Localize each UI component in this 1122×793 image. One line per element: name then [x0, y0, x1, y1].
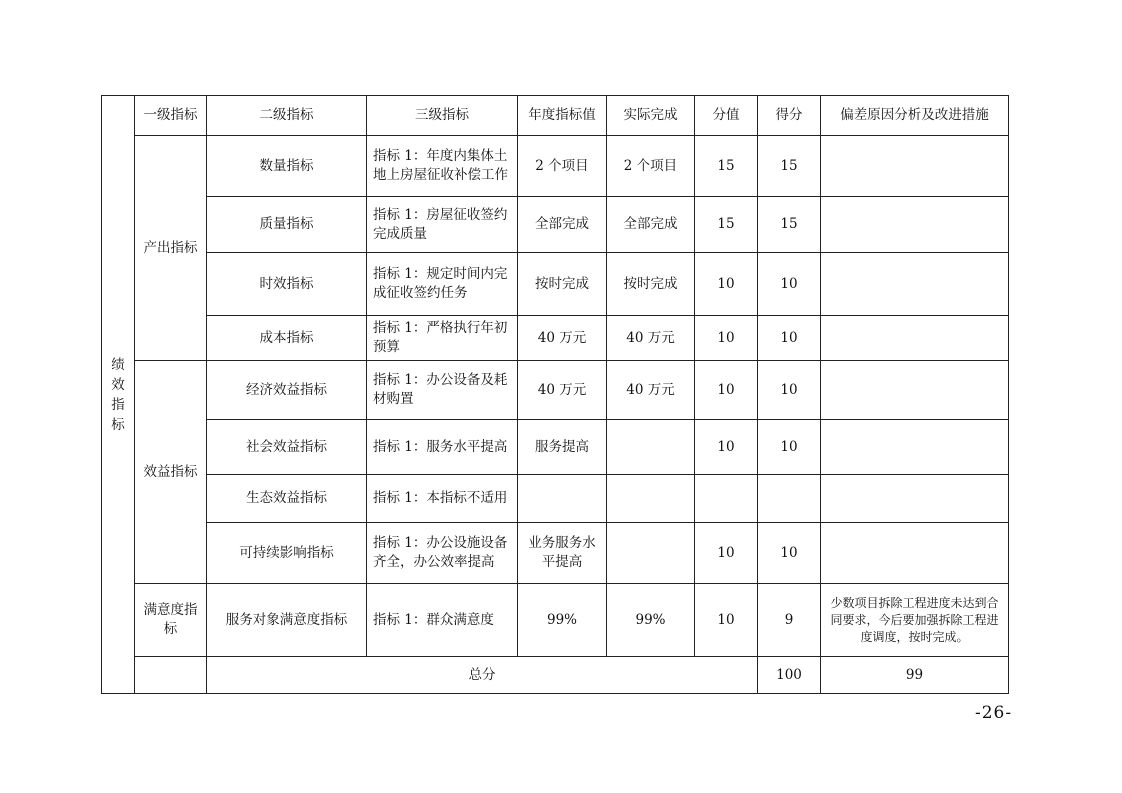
- level3-cell: 指标 1：本指标不适用: [367, 475, 518, 523]
- actual-cell: [607, 420, 695, 475]
- analysis-cell: [821, 420, 1009, 475]
- level2-cell: 社会效益指标: [207, 420, 367, 475]
- table-row: [102, 523, 1009, 584]
- actual-cell: 40 万元: [607, 361, 695, 420]
- level3-cell: 指标 1：办公设备及耗材购置: [367, 361, 518, 420]
- header-level3: 三级指标: [367, 96, 518, 136]
- total-score: 100: [758, 657, 821, 694]
- level2-cell: 数量指标: [207, 136, 367, 197]
- actual-cell: 2 个项目: [607, 136, 695, 197]
- target-cell: 服务提高: [518, 420, 607, 475]
- performance-table: [101, 95, 1009, 694]
- score-cell: 10: [695, 253, 758, 316]
- gained-cell: 10: [758, 316, 821, 361]
- header-gained: 得分: [758, 96, 821, 136]
- header-actual: 实际完成: [607, 96, 695, 136]
- level3-cell: 指标 1：群众满意度: [367, 584, 518, 657]
- category-cell: [102, 96, 135, 694]
- level2-cell: 可持续影响指标: [207, 523, 367, 584]
- target-cell: 全部完成: [518, 197, 607, 253]
- gained-cell: 9: [758, 584, 821, 657]
- header-analysis: 偏差原因分析及改进措施: [821, 96, 1009, 136]
- score-cell: 10: [695, 316, 758, 361]
- analysis-cell: [821, 475, 1009, 523]
- gained-cell: 10: [758, 361, 821, 420]
- target-cell: [518, 475, 607, 523]
- level1-output: 产出指标: [135, 136, 207, 361]
- level1-benefit: 效益指标: [135, 361, 207, 584]
- analysis-cell: [821, 523, 1009, 584]
- analysis-cell: [821, 361, 1009, 420]
- level3-cell: 指标 1：房屋征收签约完成质量: [367, 197, 518, 253]
- target-cell: 40 万元: [518, 361, 607, 420]
- level2-cell: 时效指标: [207, 253, 367, 316]
- analysis-cell: [821, 136, 1009, 197]
- level3-cell: 指标 1：服务水平提高: [367, 420, 518, 475]
- level2-cell: 经济效益指标: [207, 361, 367, 420]
- score-cell: 10: [695, 584, 758, 657]
- level2-cell: 成本指标: [207, 316, 367, 361]
- header-level1: 一级指标: [135, 96, 207, 136]
- category-label: 绩效指标: [111, 356, 125, 433]
- table-row: [102, 136, 1009, 197]
- target-cell: 按时完成: [518, 253, 607, 316]
- target-cell: 99%: [518, 584, 607, 657]
- score-cell: 10: [695, 361, 758, 420]
- level3-cell: 指标 1：规定时间内完成征收签约任务: [367, 253, 518, 316]
- analysis-cell: [821, 197, 1009, 253]
- table-row: [102, 475, 1009, 523]
- actual-cell: [607, 475, 695, 523]
- target-cell: 40 万元: [518, 316, 607, 361]
- actual-cell: [607, 523, 695, 584]
- gained-cell: 10: [758, 523, 821, 584]
- gained-cell: [758, 475, 821, 523]
- score-cell: 15: [695, 136, 758, 197]
- total-blank: [135, 657, 207, 694]
- gained-cell: 15: [758, 136, 821, 197]
- gained-cell: 10: [758, 420, 821, 475]
- table-row: [102, 420, 1009, 475]
- level3-cell: 指标 1：年度内集体土地上房屋征收补偿工作: [367, 136, 518, 197]
- level2-cell: 质量指标: [207, 197, 367, 253]
- total-row: [102, 657, 1009, 694]
- header-level2: 二级指标: [207, 96, 367, 136]
- actual-cell: 40 万元: [607, 316, 695, 361]
- table-row: [102, 584, 1009, 657]
- table-row: [102, 361, 1009, 420]
- target-cell: 2 个项目: [518, 136, 607, 197]
- gained-cell: 15: [758, 197, 821, 253]
- actual-cell: 99%: [607, 584, 695, 657]
- analysis-cell: [821, 316, 1009, 361]
- actual-cell: 按时完成: [607, 253, 695, 316]
- total-gained: 99: [821, 657, 1009, 694]
- score-cell: 15: [695, 197, 758, 253]
- header-target: 年度指标值: [518, 96, 607, 136]
- level2-cell: 服务对象满意度指标: [207, 584, 367, 657]
- analysis-cell: [821, 253, 1009, 316]
- header-score: 分值: [695, 96, 758, 136]
- table-row: [102, 197, 1009, 253]
- level3-cell: 指标 1：严格执行年初预算: [367, 316, 518, 361]
- page-number: -26-: [975, 703, 1013, 723]
- level2-cell: 生态效益指标: [207, 475, 367, 523]
- header-row: [102, 96, 1009, 136]
- target-cell: 业务服务水平提高: [518, 523, 607, 584]
- level1-satisfaction: 满意度指标: [135, 584, 207, 657]
- table-row: [102, 253, 1009, 316]
- score-cell: 10: [695, 523, 758, 584]
- analysis-cell: 少数项目拆除工程进度未达到合同要求，今后要加强拆除工程进度调度，按时完成。: [821, 584, 1009, 657]
- total-label: 总分: [207, 657, 758, 694]
- score-cell: 10: [695, 420, 758, 475]
- gained-cell: 10: [758, 253, 821, 316]
- actual-cell: 全部完成: [607, 197, 695, 253]
- table-row: [102, 316, 1009, 361]
- score-cell: [695, 475, 758, 523]
- level3-cell: 指标 1：办公设施设备齐全，办公效率提高: [367, 523, 518, 584]
